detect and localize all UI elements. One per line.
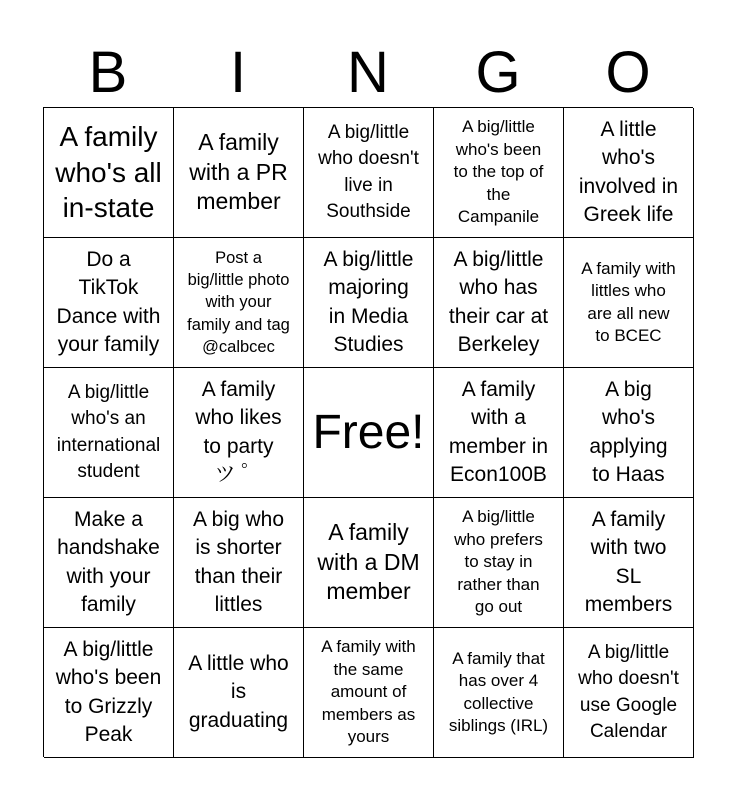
- header-letter-b: B: [88, 40, 128, 105]
- bingo-cell-r5-c1[interactable]: [44, 628, 174, 758]
- bingo-cell-r4-c1[interactable]: [44, 498, 174, 628]
- bingo-cell-r2-c3[interactable]: [304, 238, 434, 368]
- bingo-cell-r5-c4[interactable]: [434, 628, 564, 758]
- header-letter-g: G: [475, 40, 521, 105]
- cell-text: A big/little who prefers to stay in rather than go out: [454, 507, 543, 617]
- bingo-board: [43, 107, 693, 757]
- bingo-cell-r2-c5[interactable]: [564, 238, 694, 368]
- bingo-header: [43, 40, 693, 106]
- cell-text: Post a big/little photo with your family and tag @calbcec: [187, 248, 290, 356]
- bingo-cell-r2-c1[interactable]: [44, 238, 174, 368]
- cell-text: A big/little who has their car at Berkeley: [448, 247, 549, 356]
- bingo-cell-r1-c3[interactable]: [304, 108, 434, 238]
- cell-text: A big who's applying to Haas: [589, 377, 668, 486]
- bingo-cell-r5-c2[interactable]: [174, 628, 304, 758]
- cell-text: A big/little majoring in Media Studies: [323, 247, 414, 356]
- cell-text: A family that has over 4 collective siblings (IRL): [448, 648, 549, 735]
- bingo-cell-r1-c1[interactable]: [44, 108, 174, 238]
- bingo-cell-r4-c2[interactable]: [174, 498, 304, 628]
- cell-text: A family with a DM member: [317, 518, 420, 605]
- bingo-cell-r5-c3[interactable]: [304, 628, 434, 758]
- cell-text: A big/little who doesn't use Google Calendar: [578, 642, 679, 742]
- bingo-cell-r3-c2[interactable]: [174, 368, 304, 498]
- bingo-cell-r4-c4[interactable]: [434, 498, 564, 628]
- bingo-cell-r3-c4[interactable]: [434, 368, 564, 498]
- bingo-cell-r3-c1[interactable]: [44, 368, 174, 498]
- cell-text: A big who is shorter than their littles: [192, 507, 285, 616]
- cell-text: Make a handshake with your family: [57, 507, 160, 616]
- cell-text: A family with a member in Econ100B: [448, 377, 549, 486]
- bingo-cell-r4-c5[interactable]: [564, 498, 694, 628]
- cell-text: A family who's all in-state: [55, 121, 162, 224]
- free-space-label: Free!: [312, 405, 425, 459]
- bingo-cell-r1-c4[interactable]: [434, 108, 564, 238]
- cell-text: A family with a PR member: [189, 128, 288, 215]
- cell-text: A family with littles who are all new to BCEC: [581, 258, 676, 345]
- bingo-cell-r1-c5[interactable]: [564, 108, 694, 238]
- cell-text: A big/little who's been to the top of the Campanile: [453, 117, 544, 227]
- header-letter-o: O: [605, 40, 651, 105]
- cell-text: A little who's involved in Greek life: [578, 117, 679, 226]
- bingo-cell-r2-c4[interactable]: [434, 238, 564, 368]
- cell-text: A family with the same amount of members as yours: [321, 637, 416, 747]
- cell-text: A big/little who doesn't live in Southside: [318, 122, 419, 222]
- cell-text: A family with two SL members: [584, 507, 673, 616]
- bingo-cell-r5-c5[interactable]: [564, 628, 694, 758]
- cell-text: A big/little who's an international student: [56, 382, 161, 482]
- header-letter-i: I: [229, 40, 247, 105]
- bingo-cell-free[interactable]: [304, 368, 434, 498]
- cell-text: Do a TikTok Dance with your family: [56, 247, 161, 356]
- bingo-cell-r4-c3[interactable]: [304, 498, 434, 628]
- cell-text: A little who is graduating: [188, 651, 289, 732]
- header-letter-n: N: [347, 40, 389, 105]
- bingo-cell-r3-c5[interactable]: [564, 368, 694, 498]
- bingo-cell-r2-c2[interactable]: [174, 238, 304, 368]
- cell-text: A big/little who's been to Grizzly Peak: [55, 637, 162, 746]
- cell-text: A family who likes to party ツ ゜: [195, 377, 282, 486]
- bingo-cell-r1-c2[interactable]: [174, 108, 304, 238]
